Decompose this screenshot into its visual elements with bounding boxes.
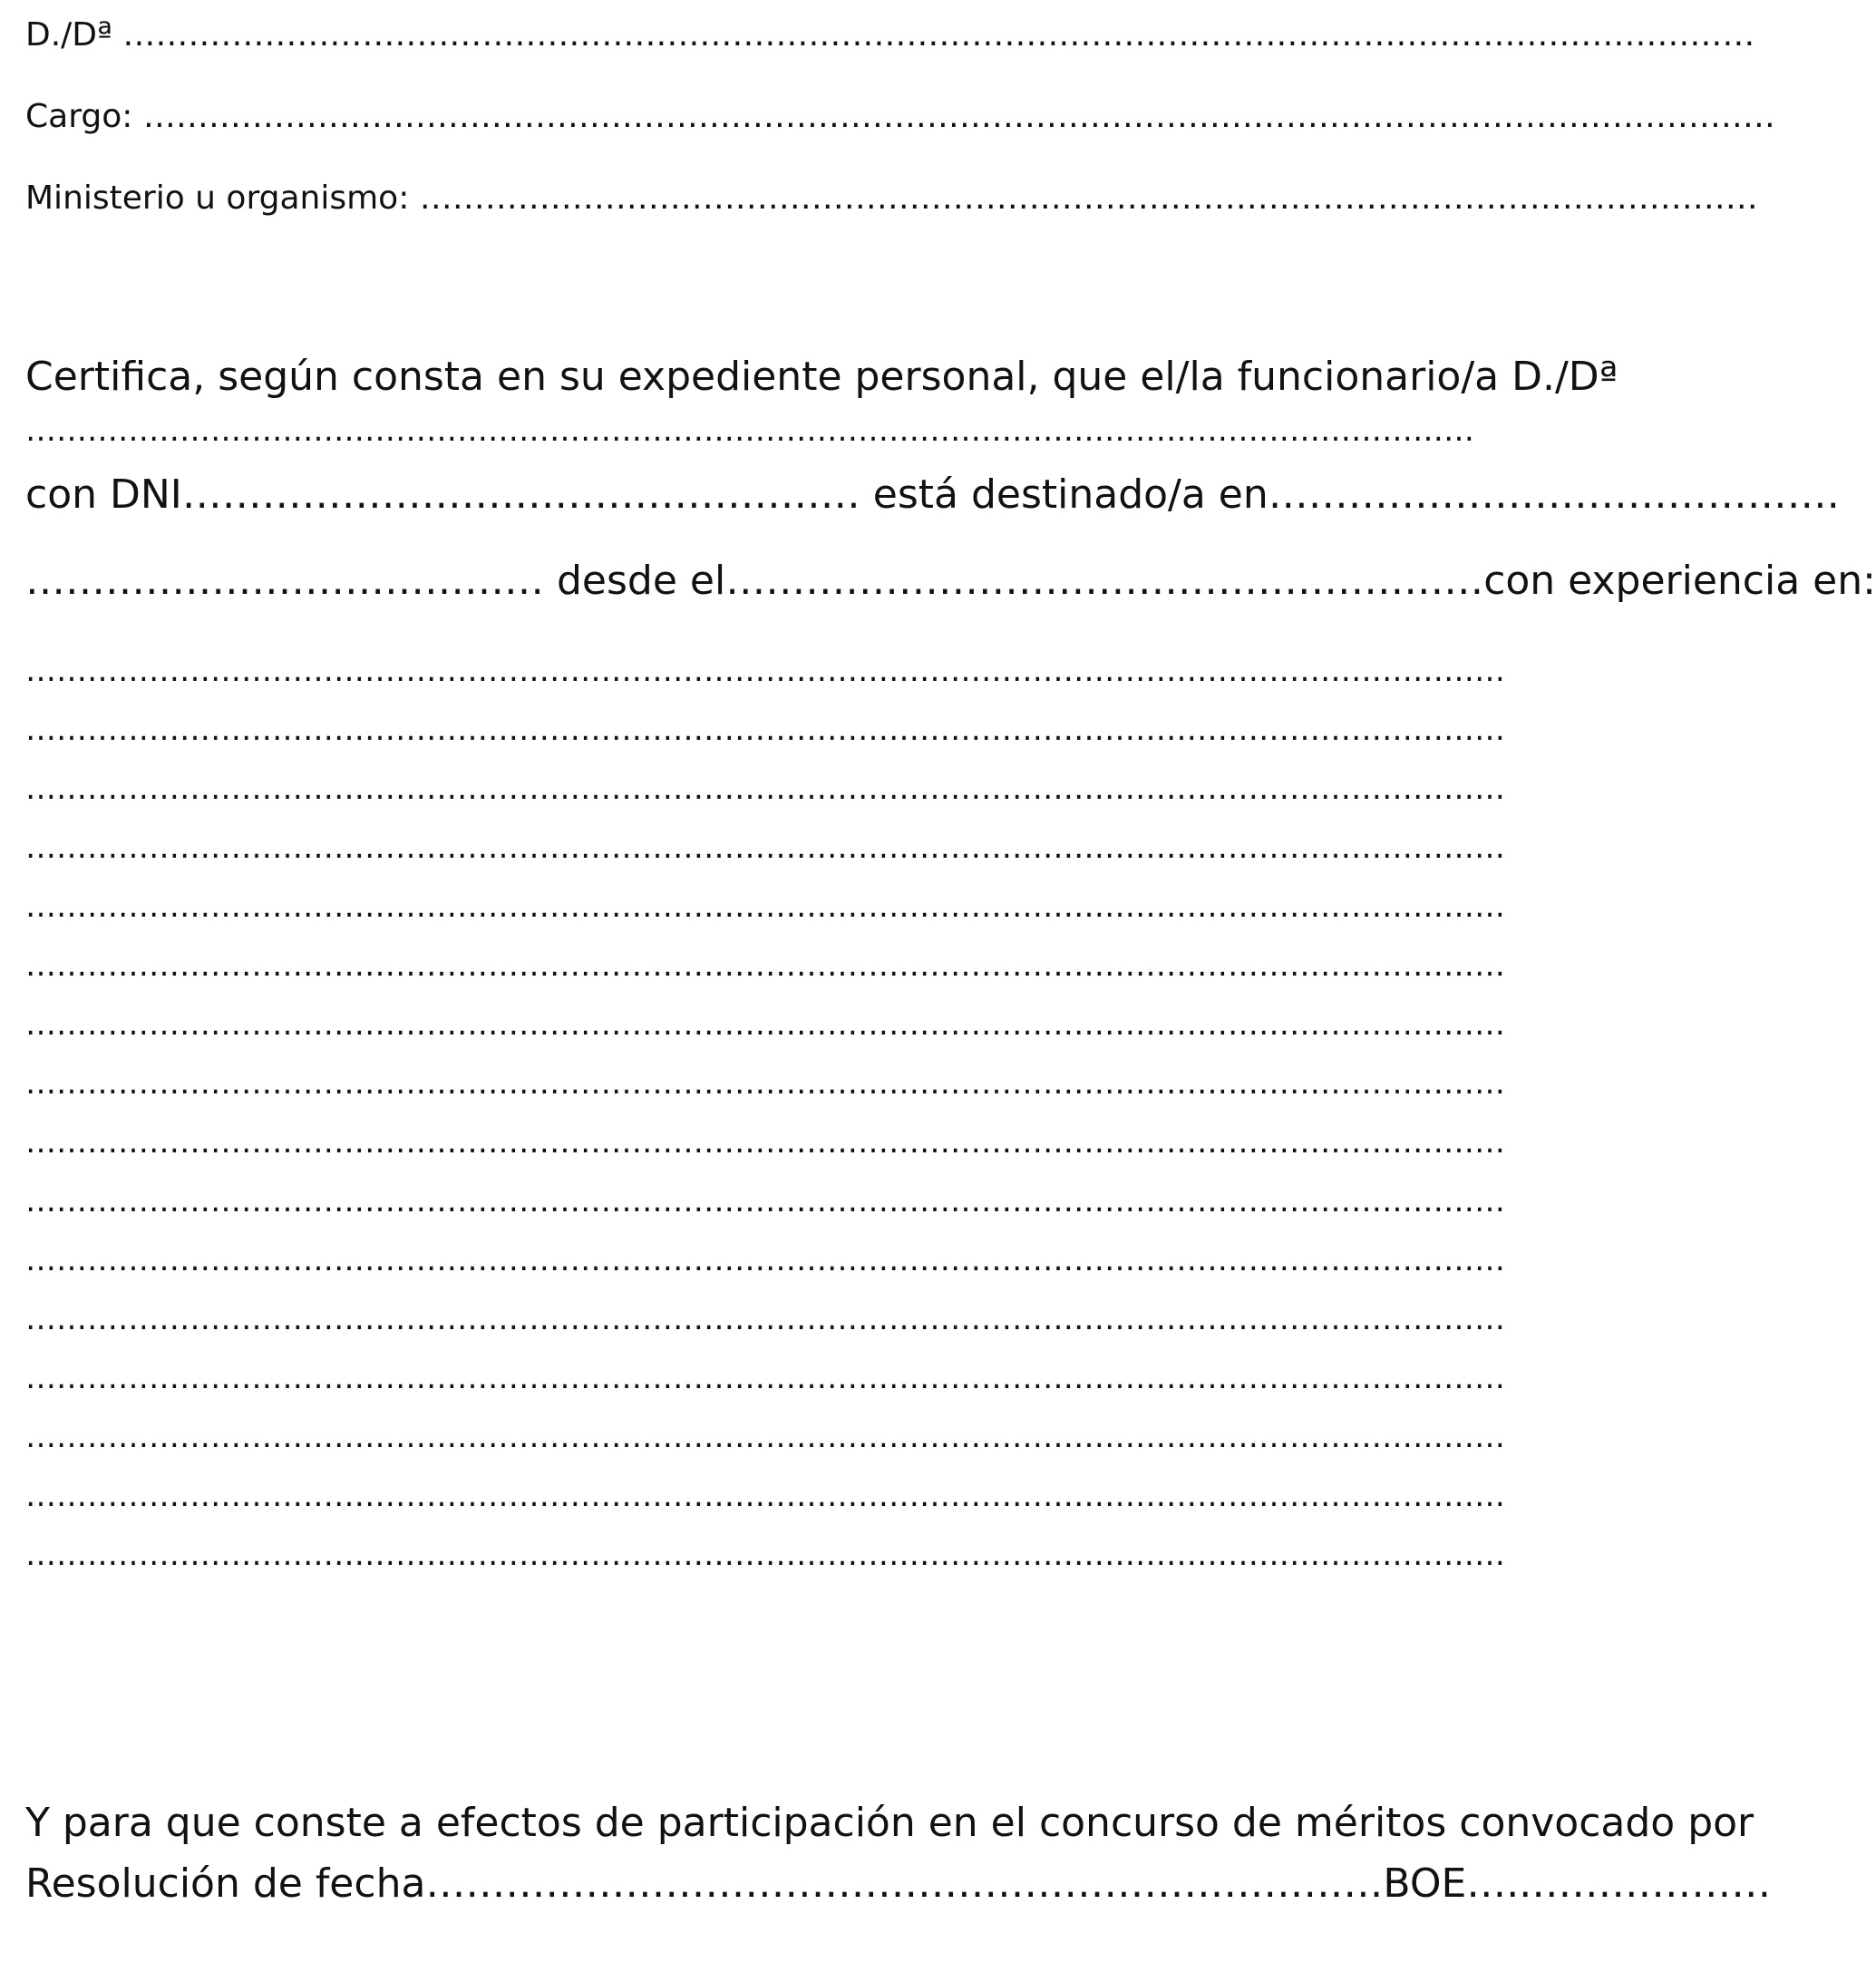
dni-destino-line[interactable]: con DNI…………………………………………… está destinado/a en……………………………………. [25, 471, 1840, 518]
experience-line[interactable]: ……………………………………………………………………………………………………………………………… [25, 1478, 1505, 1514]
experience-line[interactable]: ……………………………………………………………………………………………………………………………… [25, 1537, 1505, 1573]
experience-line[interactable]: ……………………………………………………………………………………………………………………………… [25, 1242, 1505, 1278]
closing-line-1: Y para que conste a efectos de participación en el concurso de méritos convocado por [25, 1800, 1754, 1846]
experience-line[interactable]: ……………………………………………………………………………………………………………………………… [25, 1006, 1505, 1043]
experience-line[interactable]: ……………………………………………………………………………………………………………………………… [25, 889, 1505, 925]
experience-line[interactable]: ……………………………………………………………………………………………………………………………… [25, 771, 1505, 807]
funcionario-name-field[interactable]: …………………………………………………………………………………………………………………………… [25, 413, 1474, 449]
experience-line[interactable]: ……………………………………………………………………………………………………………………………… [25, 1419, 1505, 1455]
experience-line[interactable]: ……………………………………………………………………………………………………………………………… [25, 653, 1505, 689]
experience-line[interactable]: ……………………………………………………………………………………………………………………………… [25, 1360, 1505, 1396]
experience-line[interactable]: ……………………………………………………………………………………………………………………………… [25, 1301, 1505, 1337]
experience-line[interactable]: ……………………………………………………………………………………………………………………………… [25, 1065, 1505, 1102]
experience-line[interactable]: ……………………………………………………………………………………………………………………………… [25, 1183, 1505, 1219]
experience-line[interactable]: ……………………………………………………………………………………………………………………………… [25, 1124, 1505, 1161]
cargo-field[interactable]: Cargo: …………………………………………………………………………………………………………………………………… [25, 98, 1775, 135]
certifica-line-1: Certifica, según consta en su expediente personal, que el/la funcionario/a D./Dª [25, 354, 1618, 400]
name-field[interactable]: D./Dª …………………………………………………………………………………………………………………………………… [25, 16, 1755, 53]
experience-line[interactable]: ……………………………………………………………………………………………………………………………… [25, 947, 1505, 984]
experience-line[interactable]: ……………………………………………………………………………………………………………………………… [25, 712, 1505, 748]
closing-line-2[interactable]: Resolución de fecha………………………………………………………………BOE…..……………… [25, 1860, 1772, 1907]
experience-line[interactable]: ……………………………………………………………………………………………………………………………… [25, 830, 1505, 866]
ministerio-field[interactable]: Ministerio u organismo: …………………………………………………………………………………………………………… [25, 180, 1758, 217]
desde-experiencia-line[interactable]: ………………………………… desde el…………………………………………………con experiencia en: [25, 558, 1876, 604]
